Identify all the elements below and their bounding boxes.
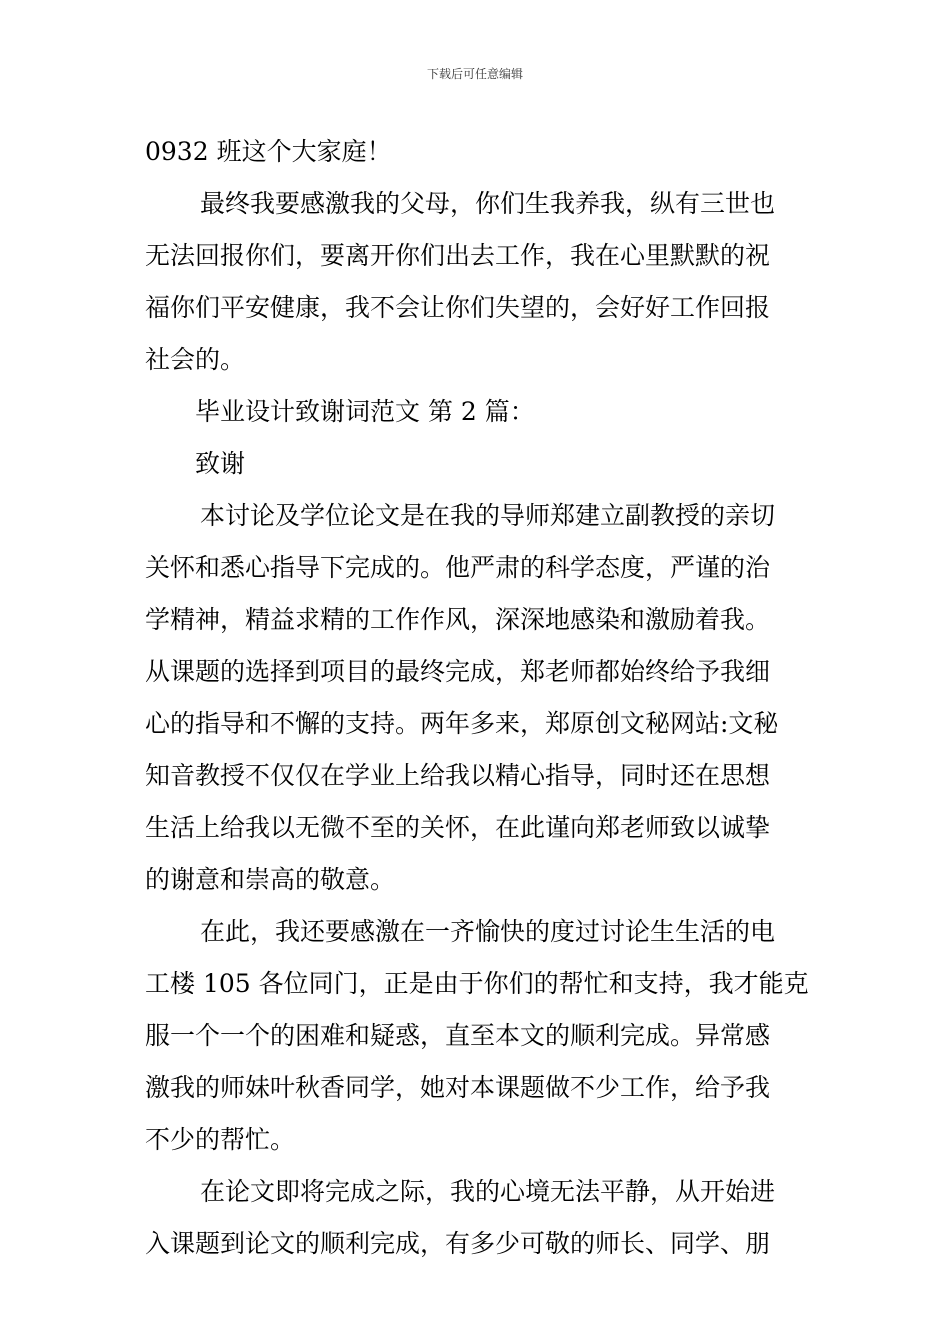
text-line: 知音教授不仅仅在学业上给我以精心指导，同时还在思想 [145,761,771,790]
text-line: 心的指导和不懈的支持。两年多来，郑原创文秘网站:文秘 [145,709,779,738]
text-line: 关怀和悉心指导下完成的。他严肃的科学态度，严谨的治 [145,553,771,582]
text-line: 毕业设计致谢词范文 第 2 篇： [195,397,535,426]
text-line: 不少的帮忙。 [145,1125,296,1154]
text-line: 无法回报你们，要离开你们出去工作，我在心里默默的祝 [145,241,771,270]
text-line: 社会的。 [145,345,246,374]
text-line: 学精神，精益求精的工作作风，深深地感染和激励着我。 [145,605,771,634]
text-line: 工楼 105 各位同门，正是由于你们的帮忙和支持，我才能克 [145,969,809,998]
text-line: 最终我要感激我的父母，你们生我养我，纵有三世也 [200,189,776,218]
text-line: 从课题的选择到项目的最终完成，郑老师都始终给予我细 [145,657,771,686]
text-line: 0932 班这个大家庭！ [145,137,392,166]
text-line: 入课题到论文的顺利完成，有多少可敬的师长、同学、朋 [145,1229,771,1258]
text-line: 激我的师妹叶秋香同学，她对本课题做不少工作，给予我 [145,1073,771,1102]
document-body [145,126,810,1270]
text-line: 的谢意和崇高的敬意。 [145,865,396,894]
text-line: 本讨论及学位论文是在我的导师郑建立副教授的亲切 [200,501,776,530]
text-line: 在论文即将完成之际，我的心境无法平静，从开始进 [200,1177,776,1206]
text-line: 致谢 [195,449,246,478]
text-line: 服一个一个的困难和疑惑，直至本文的顺利完成。异常感 [145,1021,771,1050]
text-line: 福你们平安健康，我不会让你们失望的，会好好工作回报 [145,293,771,322]
text-line: 在此，我还要感激在一齐愉快的度过讨论生生活的电 [200,917,776,946]
text-line: 生活上给我以无微不至的关怀，在此谨向郑老师致以诚挚 [145,813,771,842]
page-header: 下载后可任意编辑 [426,67,523,81]
